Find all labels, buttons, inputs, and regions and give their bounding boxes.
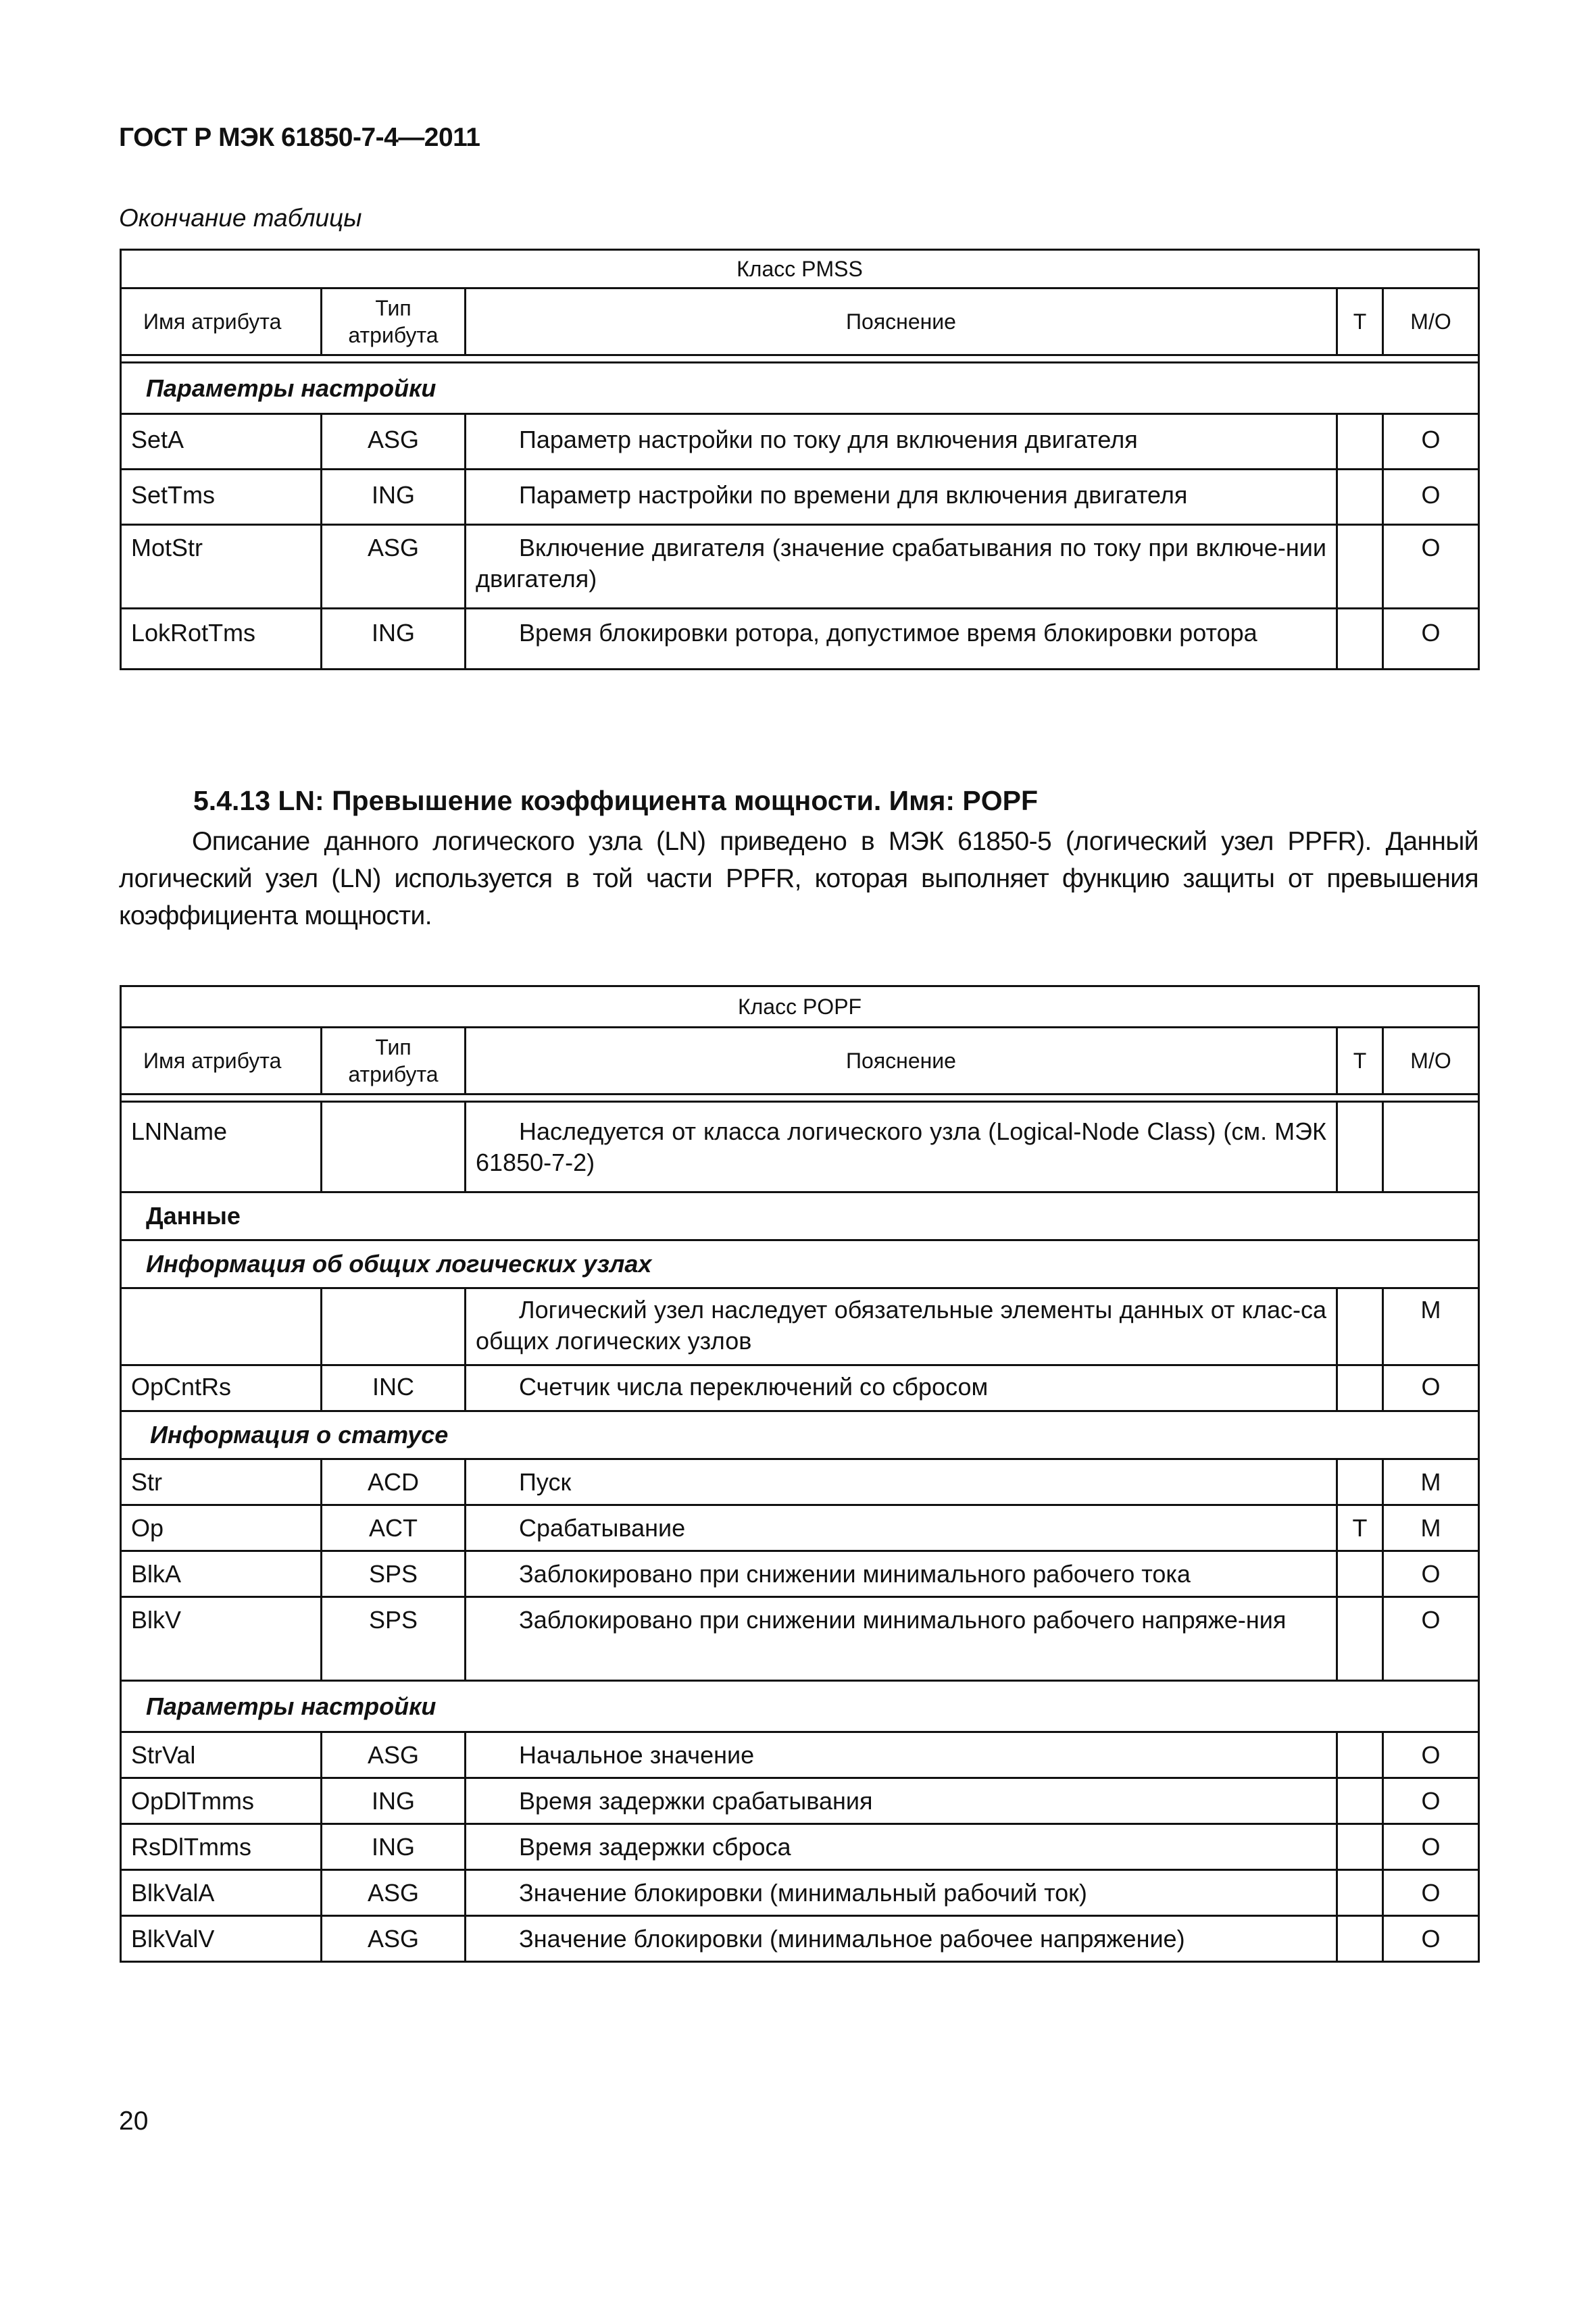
attribute-name: OpCntRs — [121, 1365, 322, 1411]
attribute-t — [1337, 1365, 1383, 1411]
attribute-t — [1337, 414, 1383, 470]
attribute-name: SetTms — [121, 470, 322, 525]
attribute-t — [1337, 1824, 1383, 1870]
attribute-desc: Начальное значение — [466, 1732, 1337, 1778]
table-row — [121, 1459, 1479, 1505]
attribute-t — [1337, 1288, 1383, 1365]
attribute-type: ASG — [322, 1732, 466, 1778]
table-row — [121, 1365, 1479, 1411]
column-header-desc: Пояснение — [466, 1028, 1337, 1095]
attribute-name: BlkV — [121, 1597, 322, 1681]
attribute-name: LokRotTms — [121, 609, 322, 670]
attribute-desc: Время блокировки ротора, допустимое время блокировки ротора — [466, 609, 1337, 670]
table-row — [121, 1288, 1479, 1365]
attribute-mo: M — [1383, 1505, 1479, 1551]
attribute-type: ASG — [322, 525, 466, 609]
attribute-type: INC — [322, 1365, 466, 1411]
attribute-type: ASG — [322, 414, 466, 470]
attribute-mo: O — [1383, 1870, 1479, 1916]
attribute-type: SPS — [322, 1597, 466, 1681]
attribute-type: ACD — [322, 1459, 466, 1505]
attribute-type: ING — [322, 470, 466, 525]
attribute-name: MotStr — [121, 525, 322, 609]
pmss-table — [120, 249, 1480, 670]
attribute-desc: Логический узел наследует обязательные элементы данных от клас-са общих логических узлов — [466, 1288, 1337, 1365]
table-row — [121, 609, 1479, 670]
attribute-name: Op — [121, 1505, 322, 1551]
table-row — [121, 525, 1479, 609]
attribute-t — [1337, 525, 1383, 609]
section-status: Информация о статусе — [121, 1411, 1479, 1459]
attribute-desc: Включение двигателя (значение срабатывания по току при включе-нии двигателя) — [466, 525, 1337, 609]
attribute-mo: O — [1383, 1916, 1479, 1962]
column-header-desc: Пояснение — [466, 288, 1337, 355]
attribute-desc: Параметр настройки по времени для включения двигателя — [466, 470, 1337, 525]
attribute-t: T — [1337, 1505, 1383, 1551]
attribute-mo: O — [1383, 1778, 1479, 1824]
attribute-mo: O — [1383, 414, 1479, 470]
attribute-desc: Значение блокировки (минимальное рабочее напряжение) — [466, 1916, 1337, 1962]
attribute-t — [1337, 1870, 1383, 1916]
table-row — [121, 1102, 1479, 1192]
section-heading: 5.4.13 LN: Превышение коэффициента мощности. Имя: POPF — [193, 785, 1039, 816]
attribute-desc: Значение блокировки (минимальный рабочий ток) — [466, 1870, 1337, 1916]
attribute-desc: Время задержки сброса — [466, 1824, 1337, 1870]
attribute-mo: O — [1383, 1732, 1479, 1778]
attribute-desc: Заблокировано при снижении минимального рабочего тока — [466, 1551, 1337, 1597]
attribute-name: BlkValA — [121, 1870, 322, 1916]
attribute-type: SPS — [322, 1551, 466, 1597]
document-title: ГОСТ Р МЭК 61850-7-4—2011 — [119, 123, 480, 152]
attribute-type: ASG — [322, 1870, 466, 1916]
attribute-mo: O — [1383, 525, 1479, 609]
column-header-name: Имя атрибута — [121, 288, 322, 355]
attribute-mo: O — [1383, 1365, 1479, 1411]
attribute-type: ING — [322, 1778, 466, 1824]
class-label: Класс PMSS — [121, 250, 1479, 288]
section-paragraph: Описание данного логического узла (LN) приведено в МЭК 61850-5 (логический узел PPFR). Данный логический узел (LN) используется в той части PPFR, которая выполняет функцию защиты от превышения коэффициента мощности. — [119, 827, 1478, 930]
attribute-desc: Заблокировано при снижении минимального рабочего напряже-ния — [466, 1597, 1337, 1681]
table-row — [121, 1916, 1479, 1962]
attribute-mo: M — [1383, 1288, 1479, 1365]
column-header-mo: M/O — [1383, 1028, 1479, 1095]
column-header-t: T — [1337, 288, 1383, 355]
column-header-type: Тип атрибута — [322, 1028, 466, 1095]
attribute-t — [1337, 1597, 1383, 1681]
table-row — [121, 1870, 1479, 1916]
attribute-name: Str — [121, 1459, 322, 1505]
attribute-mo: O — [1383, 1597, 1479, 1681]
attribute-type — [322, 1102, 466, 1192]
attribute-t — [1337, 1778, 1383, 1824]
table-row — [121, 1778, 1479, 1824]
table-row — [121, 414, 1479, 470]
attribute-t — [1337, 1102, 1383, 1192]
attribute-type: ING — [322, 1824, 466, 1870]
attribute-name: SetA — [121, 414, 322, 470]
attribute-name: StrVal — [121, 1732, 322, 1778]
page-number: 20 — [119, 2107, 149, 2136]
attribute-mo: M — [1383, 1459, 1479, 1505]
attribute-t — [1337, 470, 1383, 525]
attribute-desc: Срабатывание — [466, 1505, 1337, 1551]
section-data: Данные — [121, 1192, 1479, 1240]
attribute-t — [1337, 1551, 1383, 1597]
attribute-name: RsDlTmms — [121, 1824, 322, 1870]
table-row — [121, 1597, 1479, 1681]
attribute-type — [322, 1288, 466, 1365]
attribute-type: ASG — [322, 1916, 466, 1962]
attribute-type: ING — [322, 609, 466, 670]
table-row — [121, 1824, 1479, 1870]
attribute-desc: Наследуется от класса логического узла (Logical-Node Class) (см. МЭК 61850-7-2) — [466, 1102, 1337, 1192]
attribute-desc: Пуск — [466, 1459, 1337, 1505]
table-row — [121, 1505, 1479, 1551]
section-common: Информация об общих логических узлах — [121, 1240, 1479, 1288]
attribute-t — [1337, 1459, 1383, 1505]
attribute-name: OpDlTmms — [121, 1778, 322, 1824]
attribute-mo: O — [1383, 470, 1479, 525]
column-header-t: T — [1337, 1028, 1383, 1095]
attribute-name: BlkA — [121, 1551, 322, 1597]
table-row — [121, 470, 1479, 525]
attribute-desc: Параметр настройки по току для включения двигателя — [466, 414, 1337, 470]
column-header-mo: M/O — [1383, 288, 1479, 355]
attribute-name — [121, 1288, 322, 1365]
attribute-type: ACT — [322, 1505, 466, 1551]
table-row — [121, 1551, 1479, 1597]
attribute-name: LNName — [121, 1102, 322, 1192]
column-header-type: Тип атрибута — [322, 288, 466, 355]
attribute-desc: Время задержки срабатывания — [466, 1778, 1337, 1824]
attribute-name: BlkValV — [121, 1916, 322, 1962]
column-header-name: Имя атрибута — [121, 1028, 322, 1095]
attribute-mo — [1383, 1102, 1479, 1192]
class-label: Класс POPF — [121, 986, 1479, 1028]
section-settings: Параметры настройки — [121, 363, 1479, 414]
attribute-mo: O — [1383, 1824, 1479, 1870]
table-row — [121, 1732, 1479, 1778]
attribute-t — [1337, 609, 1383, 670]
attribute-mo: O — [1383, 609, 1479, 670]
section-settings: Параметры настройки — [121, 1681, 1479, 1732]
attribute-t — [1337, 1732, 1383, 1778]
attribute-t — [1337, 1916, 1383, 1962]
attribute-mo: O — [1383, 1551, 1479, 1597]
popf-table — [120, 985, 1480, 1963]
table-caption: Окончание таблицы — [119, 204, 362, 232]
attribute-desc: Счетчик числа переключений со сбросом — [466, 1365, 1337, 1411]
